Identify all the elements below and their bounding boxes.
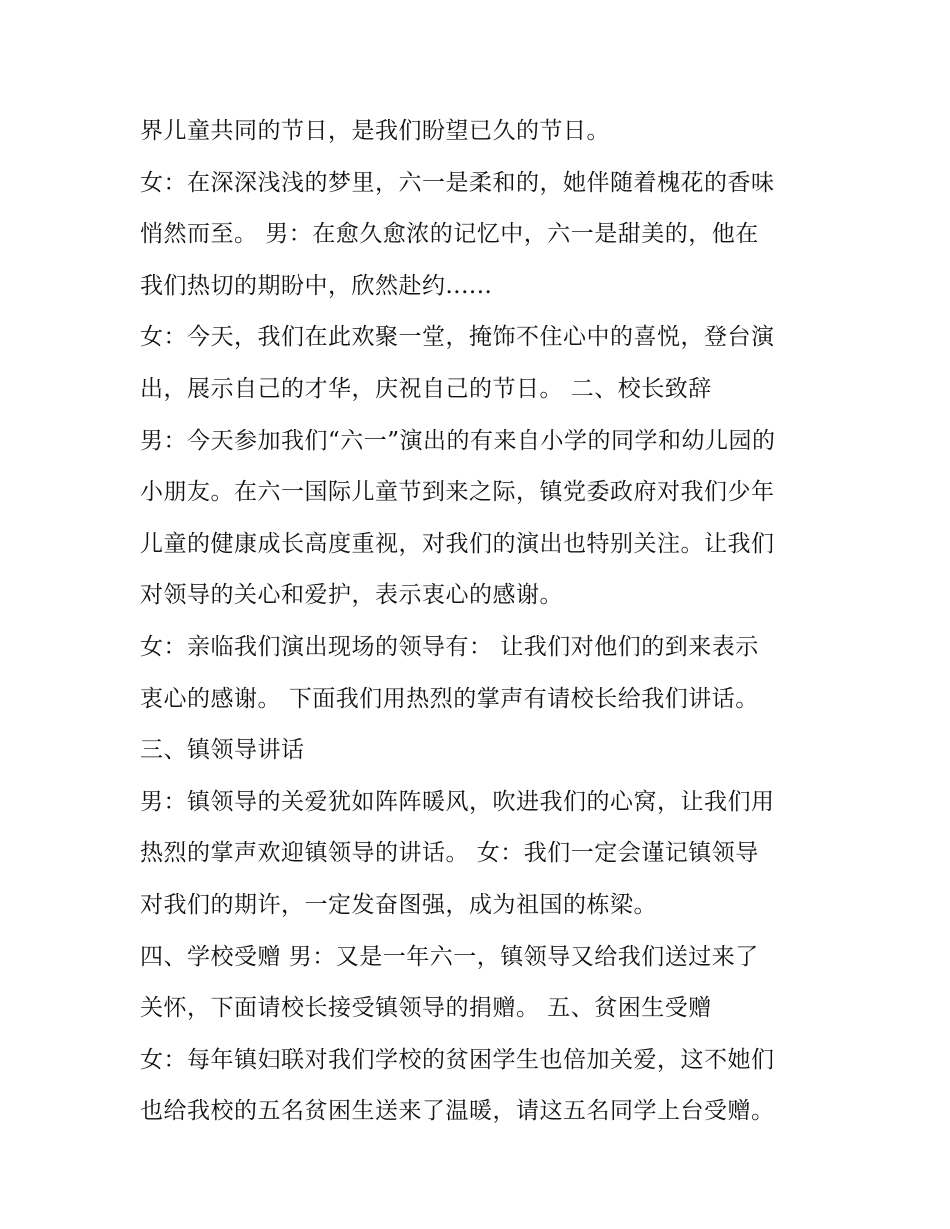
text-line: 小朋友。在六一国际儿童节到来之际，镇党委政府对我们少年 [140, 479, 775, 506]
text-line: 女：今天，我们在此欢聚一堂，掩饰不住心中的喜悦，登台演 [140, 324, 775, 351]
text-line: 衷心的感谢。 下面我们用热烈的掌声有请校长给我们讲话。 [140, 685, 759, 712]
text-line: 女：亲临我们演出现场的领导有： 让我们对他们的到来表示 [140, 633, 759, 660]
section-heading: 三、镇领导讲话 [140, 737, 305, 764]
text-line: 对领导的关心和爱护，表示衷心的感谢。 [140, 582, 563, 609]
text-line: 男：今天参加我们“六一”演出的有来自小学的同学和幼儿园的 [140, 427, 776, 454]
text-line: 儿童的健康成长高度重视，对我们的演出也特别关注。让我们 [140, 530, 775, 557]
text-line: 也给我校的五名贫困生送来了温暖，请这五名同学上台受赠。 [140, 1098, 775, 1125]
text-line: 女：每年镇妇联对我们学校的贫困学生也倍加关爱，这不她们 [140, 1046, 775, 1073]
text-line: 界儿童共同的节日，是我们盼望已久的节日。 [140, 118, 610, 144]
text-line: 出，展示自己的才华，庆祝自己的节日。 二、校长致辞 [140, 375, 712, 402]
text-line: 关怀，下面请校长接受镇领导的捐赠。 五、贫困生受赠 [140, 995, 712, 1022]
text-line: 我们热切的期盼中，欣然赴约...... [140, 272, 493, 299]
text-line: 男：镇领导的关爱犹如阵阵暖风，吹进我们的心窝，让我们用 [140, 788, 775, 815]
text-line: 悄然而至。 男：在愈久愈浓的记忆中，六一是甜美的，他在 [140, 221, 759, 248]
text-line: 热烈的掌声欢迎镇领导的讲话。 女：我们一定会谨记镇领导 [140, 840, 759, 867]
text-line: 对我们的期许，一定发奋图强，成为祖国的栋梁。 [140, 891, 657, 918]
text-line: 女：在深深浅浅的梦里，六一是柔和的，她伴随着槐花的香味 [140, 169, 775, 196]
document-body [140, 106, 840, 1138]
text-line: 四、学校受赠 男：又是一年六一，镇领导又给我们送过来了 [140, 943, 759, 970]
